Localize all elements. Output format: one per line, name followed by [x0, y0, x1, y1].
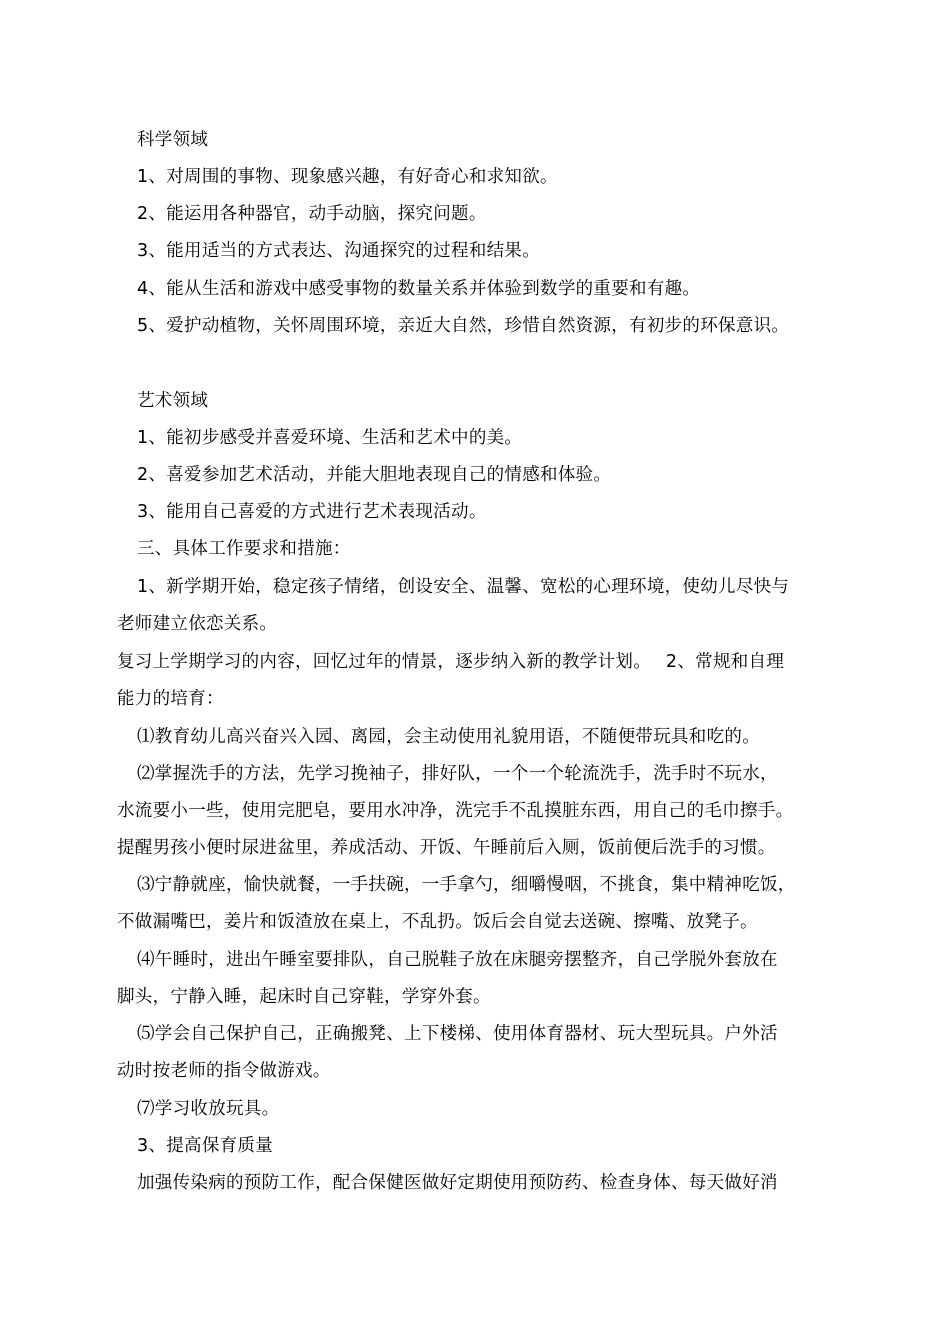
item-3-text: 加强传染病的预防工作，配合保健医做好定期使用预防药、检查身体、每天做好消: [137, 1173, 778, 1193]
sub-item-1: ⑴教育幼儿高兴奋兴入园、离园，会主动使用礼貌用语，不随便带玩具和吃的。: [137, 727, 760, 747]
science-item-1: 1、对周围的事物、现象感兴趣，有好奇心和求知欲。: [137, 167, 558, 187]
measures-heading: 三、具体工作要求和措施：: [137, 539, 351, 559]
measures-p1-line-2: 老师建立依恋关系。: [117, 614, 278, 634]
science-heading: 科学领域: [137, 130, 209, 150]
sub-item-4-line-2: 脚头，宁静入睡，起床时自己穿鞋，学穿外套。: [117, 987, 491, 1007]
measures-p2-line-2: 能力的培育：: [117, 689, 224, 709]
sub-item-2-line-3: 提醒男孩小便时尿进盆里，养成活动、开饭、午睡前后入厕，饭前便后洗手的习惯。: [117, 838, 776, 858]
science-item-2: 2、能运用各种器官，动手动脑，探究问题。: [137, 204, 487, 224]
sub-item-2-line-2: 水流要小一些，使用完肥皂，要用水冲净，洗完手不乱摸脏东西，用自己的毛巾擦手。: [117, 801, 794, 821]
science-item-3: 3、能用适当的方式表达、沟通探究的过程和结果。: [137, 241, 541, 261]
sub-item-2-line-1: ⑵掌握洗手的方法，先学习挽袖子，排好队，一个一个轮流洗手，洗手时不玩水，: [137, 764, 778, 784]
art-item-3: 3、能用自己喜爱的方式进行艺术表现活动。: [137, 502, 487, 522]
sub-item-4-line-1: ⑷午睡时，进出午睡室要排队，自己脱鞋子放在床腿旁摆整齐，自己学脱外套放在: [137, 950, 778, 970]
item-3-heading: 3、提高保育质量: [137, 1136, 274, 1156]
art-heading: 艺术领域: [137, 391, 209, 411]
science-item-5: 5、爱护动植物，关怀周围环境，亲近大自然，珍惜自然资源，有初步的环保意识。: [137, 316, 790, 336]
measures-p2-line-1: 复习上学期学习的内容，回忆过年的情景，逐步纳入新的教学计划。 2、常规和自理: [117, 652, 785, 672]
measures-p1-line-1: 1、新学期开始，稳定孩子情绪，创设安全、温馨、宽松的心理环境，使幼儿尽快与: [137, 577, 790, 597]
sub-item-3-line-2: 不做漏嘴巴，姜片和饭渣放在桌上，不乱扔。饭后会自觉去送碗、擦嘴、放凳子。: [117, 912, 758, 932]
art-item-2: 2、喜爱参加艺术活动，并能大胆地表现自己的情感和体验。: [137, 465, 612, 485]
art-item-1: 1、能初步感受并喜爱环境、生活和艺术中的美。: [137, 428, 523, 448]
science-item-4: 4、能从生活和游戏中感受事物的数量关系并体验到数学的重要和有趣。: [137, 279, 701, 299]
sub-item-3-line-1: ⑶宁静就座，愉快就餐，一手扶碗，一手拿勺，细嚼慢咽，不挑食，集中精神吃饭，: [137, 875, 796, 895]
sub-item-5-line-1: ⑸学会自己保护自己，正确搬凳、上下楼梯、使用体育器材、玩大型玩具。户外活: [137, 1024, 778, 1044]
sub-item-7: ⑺学习收放玩具。: [137, 1099, 280, 1119]
sub-item-5-line-2: 动时按老师的指令做游戏。: [117, 1061, 331, 1081]
